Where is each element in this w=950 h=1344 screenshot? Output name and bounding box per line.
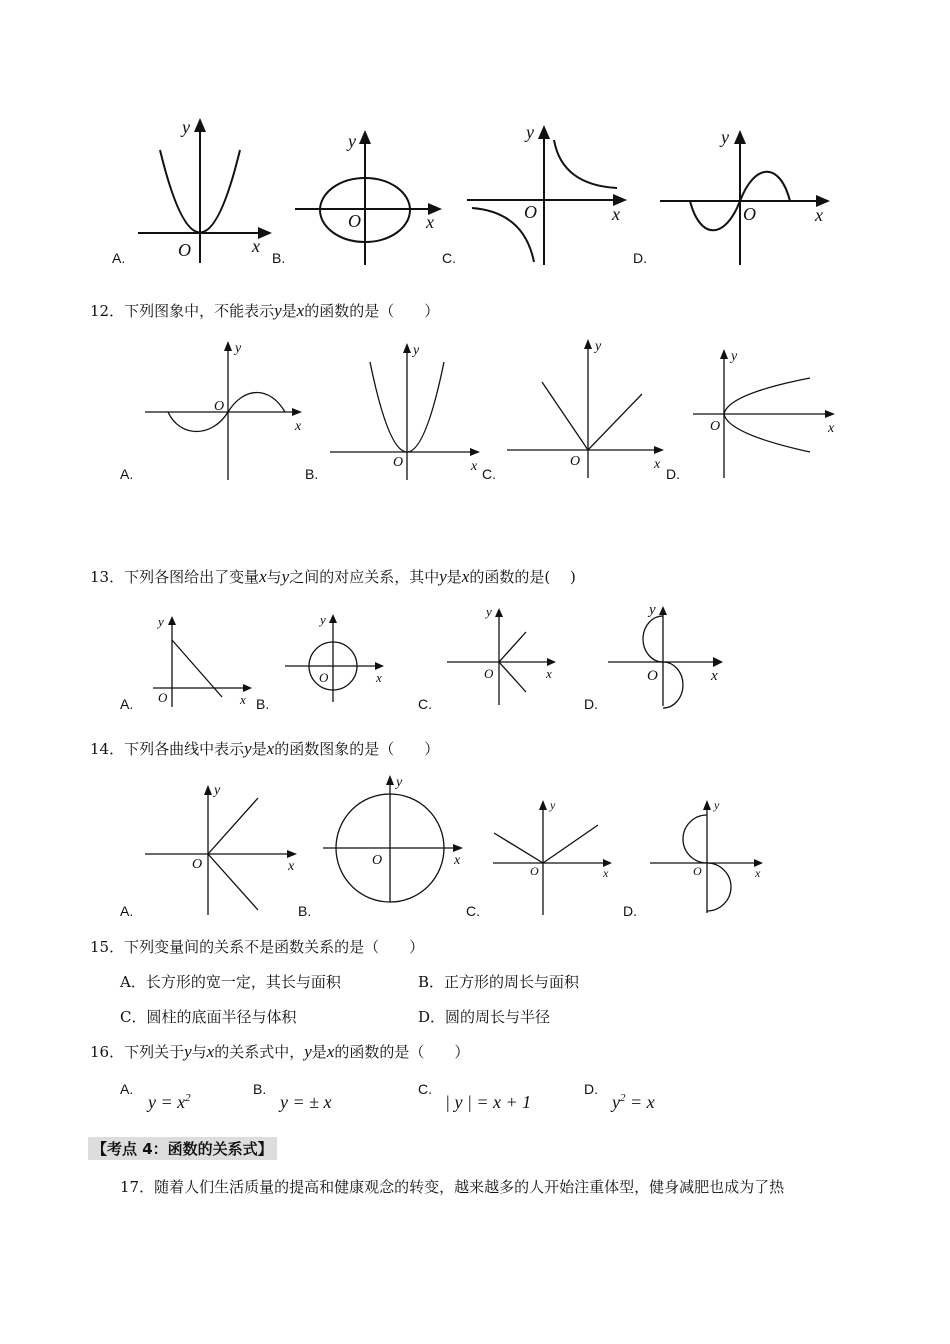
y-label: y	[721, 127, 729, 147]
var-y: y	[184, 1042, 192, 1061]
option-label: A.	[120, 696, 134, 712]
y-arrow	[539, 800, 547, 810]
x-arrow	[243, 684, 252, 692]
question-14	[90, 738, 439, 759]
question-17: 17．随着人们生活质量的提高和健康观念的转变，越来越多的人开始注重体型，健身减肥也成为了热	[120, 1178, 785, 1196]
formula-d	[612, 1092, 655, 1113]
formula-a	[148, 1092, 191, 1113]
origin-label: O	[192, 857, 203, 872]
origin-label: O	[178, 240, 191, 260]
formula-a-exp: 2	[185, 1092, 191, 1104]
option-label: A.	[120, 1081, 134, 1097]
y-arrow	[194, 118, 206, 132]
var-x: x	[266, 739, 275, 758]
x-arrow	[470, 448, 480, 456]
x-arrow	[375, 662, 384, 670]
formula-d-base: y	[612, 1092, 620, 1112]
option-label: B.	[305, 466, 319, 482]
x-label: x	[828, 421, 835, 436]
y-label: y	[214, 783, 221, 798]
option-label: D.	[666, 466, 680, 482]
origin-label: O	[319, 670, 329, 685]
option-label: D.	[584, 1081, 598, 1097]
origin-label: O	[693, 864, 702, 878]
x-label: x	[654, 457, 661, 472]
q16-text: 16．下列关于	[90, 1043, 185, 1061]
origin-label: O	[530, 864, 539, 878]
option-label: A.	[120, 903, 134, 919]
y-label: y	[526, 122, 534, 142]
q15-option-c: C．圆柱的底面半径与体积	[120, 1008, 297, 1026]
formula-a-base: y = x	[148, 1092, 186, 1112]
y-arrow	[659, 606, 667, 615]
y-arrow	[168, 616, 176, 625]
sideways-parabola	[724, 378, 810, 452]
q14-mid: 是	[251, 740, 267, 758]
graph-11c	[462, 120, 632, 270]
x-label: x	[240, 692, 246, 707]
y-arrow	[329, 614, 337, 623]
q13-tail: 的函数的是( )	[469, 568, 576, 586]
y-label: y	[320, 612, 326, 627]
var-x: x	[206, 1042, 215, 1061]
graph-13d	[603, 600, 733, 710]
y-label: y	[714, 798, 720, 812]
x-label: x	[546, 666, 552, 681]
q14-tail: 的函数图象的是（ ）	[274, 740, 440, 758]
origin-label: O	[393, 455, 404, 470]
option-label: B.	[272, 250, 286, 266]
y-arrow	[386, 775, 394, 785]
q14-text: 14．下列各曲线中表示	[90, 740, 245, 758]
option-label: D.	[584, 696, 598, 712]
var-x: x	[326, 1042, 335, 1061]
x-label: x	[295, 419, 302, 434]
y-arrow	[734, 130, 746, 144]
graph-12a	[140, 338, 310, 483]
graph-11a	[130, 115, 280, 265]
graph-13a	[148, 612, 263, 712]
y-arrow	[584, 339, 592, 349]
y-label: y	[182, 117, 190, 137]
origin-label: O	[484, 666, 494, 681]
x-label: x	[815, 205, 823, 225]
graph-12c	[502, 336, 672, 481]
y-label: y	[235, 341, 242, 356]
y-label: y	[595, 339, 602, 354]
question-13	[90, 566, 576, 587]
var-y: y	[274, 301, 282, 320]
graph-14b	[318, 770, 473, 905]
lower-semicircle	[663, 662, 683, 708]
y-label: y	[649, 602, 656, 618]
formula-c: | y | = x + 1	[445, 1092, 532, 1112]
origin-label: O	[743, 204, 756, 224]
x-label: x	[612, 204, 620, 224]
graph-13c	[442, 600, 567, 710]
q15-option-a: A．长方形的宽一定，其长与面积	[120, 973, 341, 991]
x-arrow	[287, 850, 297, 858]
option-label: C.	[442, 250, 456, 266]
y-arrow	[720, 349, 728, 359]
q12-tail: 的函数的是（ ）	[304, 302, 440, 320]
option-label: A.	[120, 466, 134, 482]
question-16	[90, 1041, 469, 1062]
y-label: y	[413, 343, 420, 358]
q12-mid: 是	[281, 302, 297, 320]
q16-mid1: 与	[191, 1043, 207, 1061]
abs-value-curve	[494, 825, 598, 863]
x-arrow	[258, 227, 272, 239]
y-label: y	[158, 614, 164, 629]
graph-14a	[140, 780, 310, 920]
option-label: B.	[256, 696, 270, 712]
y-label: y	[731, 349, 738, 364]
x-label: x	[711, 668, 718, 684]
x-arrow	[453, 844, 463, 852]
q13-mid1: 与	[266, 568, 282, 586]
hyperbola-q1	[554, 140, 617, 188]
graph-14d	[645, 795, 775, 920]
origin-label: O	[214, 399, 225, 414]
lower-semicircle	[707, 863, 731, 911]
graph-13b	[280, 612, 395, 702]
graph-14c	[488, 795, 623, 920]
origin-label: O	[372, 853, 383, 868]
var-y: y	[439, 567, 447, 586]
origin-label: O	[348, 211, 361, 231]
option-label: A.	[112, 250, 126, 266]
y-label: y	[396, 775, 403, 790]
y-arrow	[359, 130, 371, 144]
x-label: x	[471, 459, 478, 474]
var-y: y	[244, 739, 252, 758]
x-arrow	[825, 410, 835, 418]
upper-semicircle	[643, 616, 663, 662]
option-label: C.	[482, 466, 496, 482]
graph-11d	[655, 125, 835, 270]
origin-label: O	[570, 454, 581, 469]
option-label: B.	[253, 1081, 267, 1097]
q15-option-d: D．圆的周长与半径	[418, 1008, 551, 1026]
option-label: D.	[623, 903, 637, 919]
q12-text: 12．下列图象中，不能表示	[90, 302, 275, 320]
q13-text: 13．下列各图给出了变量	[90, 568, 260, 586]
y-arrow	[403, 343, 411, 353]
q16-mid3: 是	[311, 1043, 327, 1061]
var-y: y	[304, 1042, 312, 1061]
x-arrow	[713, 657, 723, 667]
upper-semicircle	[683, 815, 707, 863]
var-y: y	[281, 567, 290, 586]
y-arrow	[224, 341, 232, 351]
x-label: x	[755, 866, 761, 880]
x-label: x	[603, 866, 609, 880]
abs-value-curve	[542, 382, 642, 450]
x-label: x	[454, 853, 461, 868]
question-15: 15．下列变量间的关系不是函数关系的是（ ）	[90, 938, 425, 956]
y-label: y	[550, 798, 556, 812]
var-x: x	[259, 567, 267, 586]
option-label: B.	[298, 903, 312, 919]
q15-option-b: B．正方形的周长与面积	[418, 973, 580, 991]
option-label: C.	[418, 696, 432, 712]
x-label: x	[288, 859, 295, 874]
y-arrow	[538, 125, 550, 139]
section-header: 【考点 4：函数的关系式】	[88, 1137, 277, 1160]
x-label: x	[426, 212, 434, 232]
x-arrow	[654, 446, 664, 454]
var-x: x	[296, 301, 305, 320]
q13-mid3: 是	[446, 568, 462, 586]
y-label: y	[348, 131, 356, 151]
formula-d-rest: = x	[625, 1092, 655, 1112]
y-arrow	[204, 785, 212, 795]
q16-tail: 的函数的是（ ）	[334, 1043, 470, 1061]
origin-label: O	[647, 668, 658, 684]
formula-b: y = ± x	[280, 1092, 332, 1112]
graph-12b	[325, 340, 490, 485]
var-x: x	[461, 567, 470, 586]
x-label: x	[252, 236, 260, 256]
x-arrow	[292, 408, 302, 416]
y-label: y	[486, 604, 492, 619]
origin-label: O	[710, 419, 721, 434]
graph-11b	[290, 125, 450, 270]
origin-label: O	[524, 202, 537, 222]
graph-12d	[688, 346, 848, 481]
formula-d-exp: 2	[620, 1092, 626, 1104]
y-arrow	[703, 800, 711, 810]
option-label: D.	[633, 250, 647, 266]
option-label: C.	[418, 1081, 432, 1097]
x-label: x	[376, 670, 382, 685]
q16-mid2: 的关系式中，	[214, 1043, 305, 1061]
x-arrow	[547, 658, 556, 666]
y-arrow	[495, 608, 503, 617]
q13-mid2: 之间的对应关系，其中	[289, 568, 440, 586]
option-label: C.	[466, 903, 480, 919]
origin-label: O	[158, 690, 168, 705]
question-12	[90, 300, 439, 321]
